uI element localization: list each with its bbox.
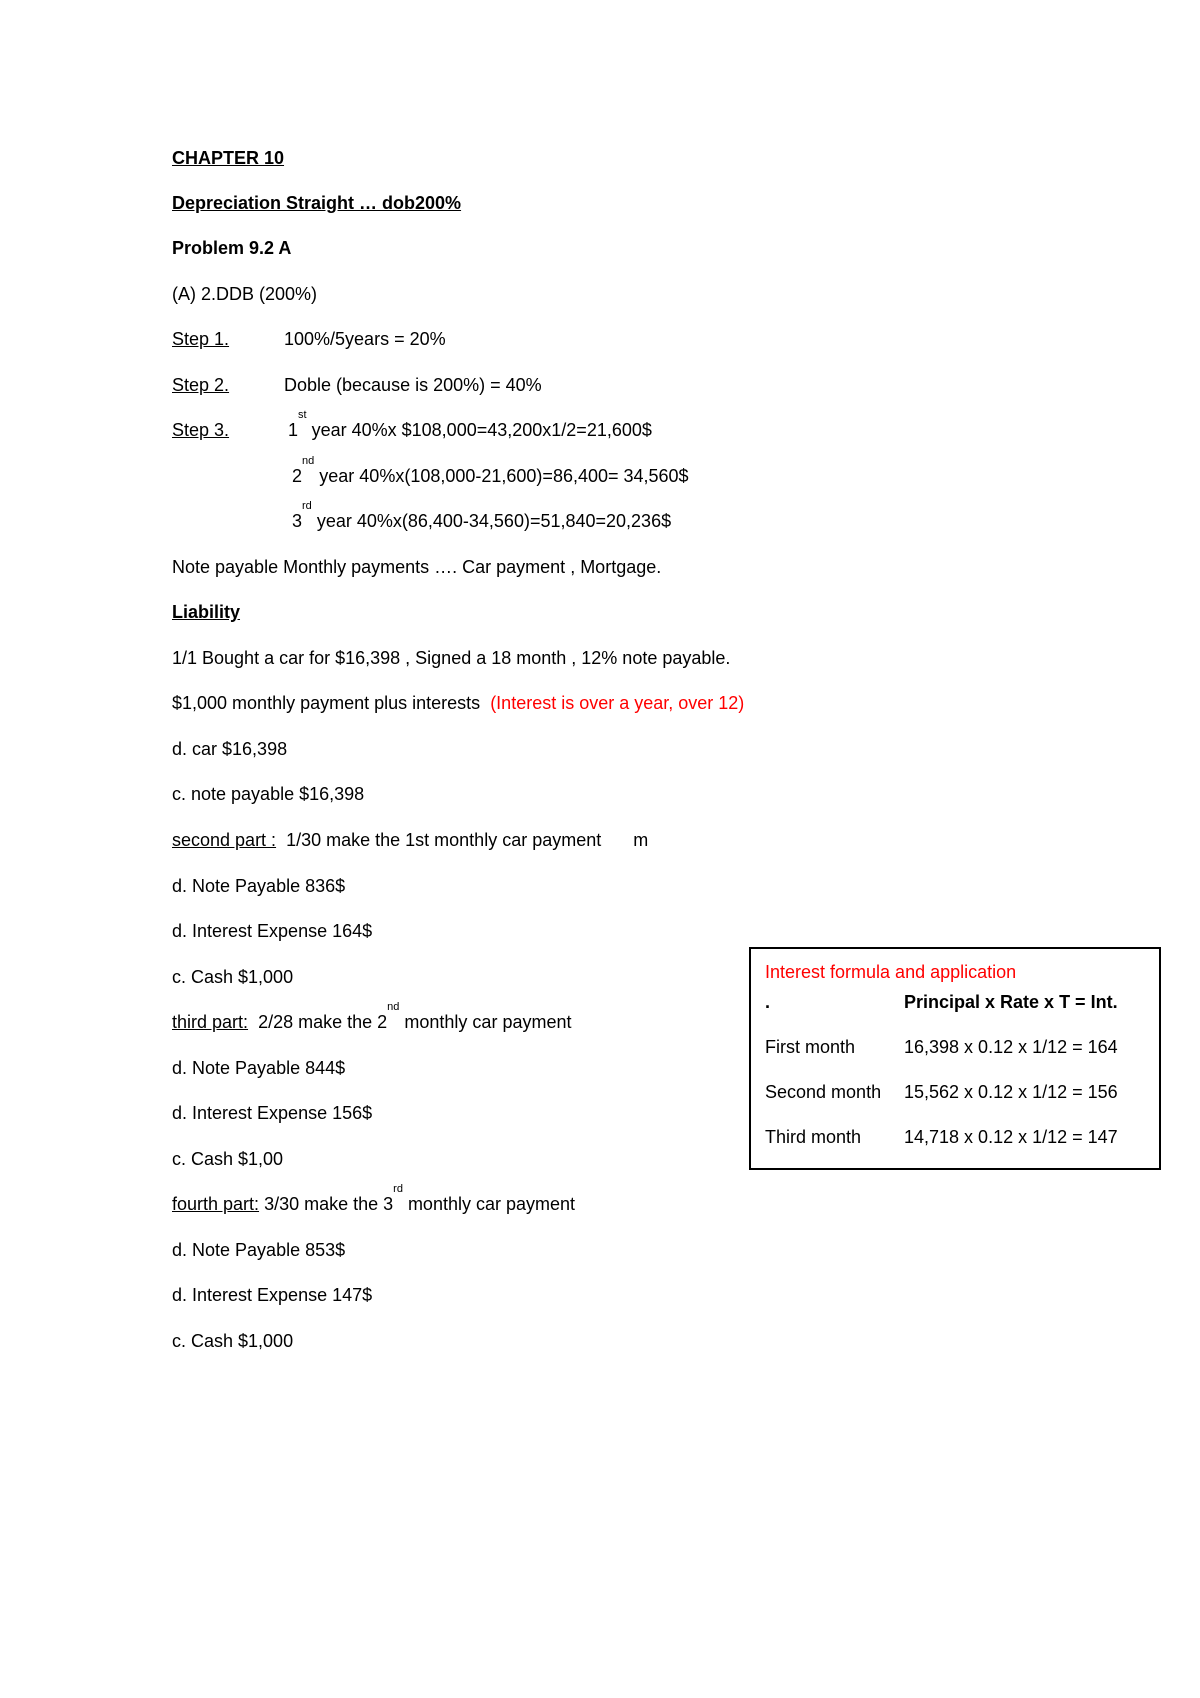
part-label: second part : bbox=[172, 830, 277, 850]
step-1 bbox=[172, 328, 446, 350]
depreciation-heading: Depreciation Straight … dob200% bbox=[172, 193, 462, 213]
ordinal-suffix: nd bbox=[302, 455, 315, 467]
journal-entry: d. Interest Expense 164$ bbox=[172, 921, 373, 941]
step-text: Doble (because is 200%) = 40% bbox=[284, 375, 542, 395]
bought-car-line: 1/1 Bought a car for $16,398 , Signed a 18 month , 12% note payable. bbox=[172, 648, 731, 668]
part-trailing-char: m bbox=[633, 830, 649, 850]
second-part-line bbox=[172, 829, 648, 851]
third-part-line bbox=[172, 1001, 572, 1033]
journal-entry: d. Interest Expense 147$ bbox=[172, 1285, 373, 1305]
journal-entry: c. Cash $1,000 bbox=[172, 1331, 294, 1351]
journal-entry: c. Cash $1,00 bbox=[172, 1149, 284, 1169]
interest-note: (Interest is over a year, over 12) bbox=[490, 693, 745, 713]
step-3 bbox=[172, 409, 652, 441]
fourth-part-line bbox=[172, 1183, 576, 1215]
liability-heading: Liability bbox=[172, 602, 241, 622]
chapter-title: CHAPTER 10 bbox=[172, 148, 285, 168]
box-dot: . bbox=[765, 992, 771, 1012]
ordinal-suffix: st bbox=[298, 409, 307, 421]
journal-entry: d. Note Payable 836$ bbox=[172, 876, 346, 896]
part-label: fourth part: bbox=[172, 1194, 260, 1214]
ordinal-suffix: rd bbox=[393, 1183, 403, 1195]
journal-entry: c. Cash $1,000 bbox=[172, 967, 294, 987]
month-calc: 14,718 x 0.12 x 1/12 = 147 bbox=[904, 1127, 1118, 1147]
step-label: Step 3. bbox=[172, 420, 230, 440]
box-row bbox=[765, 1036, 1118, 1058]
part-text: 1/30 make the 1st monthly car payment bbox=[286, 830, 602, 850]
interest-formula-box bbox=[749, 947, 1161, 1170]
part-text: monthly car payment bbox=[402, 1194, 576, 1214]
part-label: third part: bbox=[172, 1012, 249, 1032]
problem-title: Problem 9.2 A bbox=[172, 238, 292, 258]
month-calc: 15,562 x 0.12 x 1/12 = 156 bbox=[904, 1082, 1118, 1102]
month-label: Second month bbox=[765, 1082, 882, 1102]
step-text: 100%/5years = 20% bbox=[284, 329, 446, 349]
note-payable-line: Note payable Monthly payments …. Car payment , Mortgage. bbox=[172, 557, 662, 577]
journal-entry: d. Note Payable 844$ bbox=[172, 1058, 346, 1078]
year-text: year 40%x(86,400-34,560)=51,840=20,236$ bbox=[316, 511, 672, 531]
box-header-row bbox=[765, 991, 1118, 1013]
section-a-title: (A) 2.DDB (200%) bbox=[172, 284, 318, 304]
year-text: year 40%x(108,000-21,600)=86,400= 34,560$ bbox=[319, 466, 689, 486]
month-label: Third month bbox=[765, 1127, 862, 1147]
year-3-line bbox=[292, 500, 672, 532]
year-2-line bbox=[292, 455, 689, 487]
month-calc: 16,398 x 0.12 x 1/12 = 164 bbox=[904, 1037, 1118, 1057]
monthly-text: $1,000 monthly payment plus interests bbox=[172, 693, 481, 713]
part-text: monthly car payment bbox=[399, 1012, 572, 1032]
part-text: 2/28 make the 2 bbox=[258, 1012, 388, 1032]
step-text: year 40%x $108,000=43,200x1/2=21,600$ bbox=[311, 420, 652, 440]
step-label: Step 1. bbox=[172, 329, 230, 349]
part-text: 3/30 make the 3 bbox=[264, 1194, 394, 1214]
journal-entry: d. Interest Expense 156$ bbox=[172, 1103, 373, 1123]
entry-note-payable: c. note payable $16,398 bbox=[172, 784, 365, 804]
ordinal-suffix: nd bbox=[387, 1001, 400, 1013]
month-label: First month bbox=[765, 1037, 856, 1057]
box-row bbox=[765, 1126, 1118, 1148]
entry-car: d. car $16,398 bbox=[172, 739, 288, 759]
box-header: Principal x Rate x T = Int. bbox=[904, 992, 1118, 1012]
step-2 bbox=[172, 374, 542, 396]
year-ordinal: 1 bbox=[288, 420, 299, 440]
monthly-payment-line bbox=[172, 692, 744, 714]
journal-entry: d. Note Payable 853$ bbox=[172, 1240, 346, 1260]
ordinal-suffix: rd bbox=[302, 500, 312, 512]
year-ordinal: 3 bbox=[292, 511, 303, 531]
box-row bbox=[765, 1081, 1118, 1103]
box-title: Interest formula and application bbox=[765, 962, 1017, 982]
year-ordinal: 2 bbox=[292, 466, 303, 486]
step-label: Step 2. bbox=[172, 375, 230, 395]
